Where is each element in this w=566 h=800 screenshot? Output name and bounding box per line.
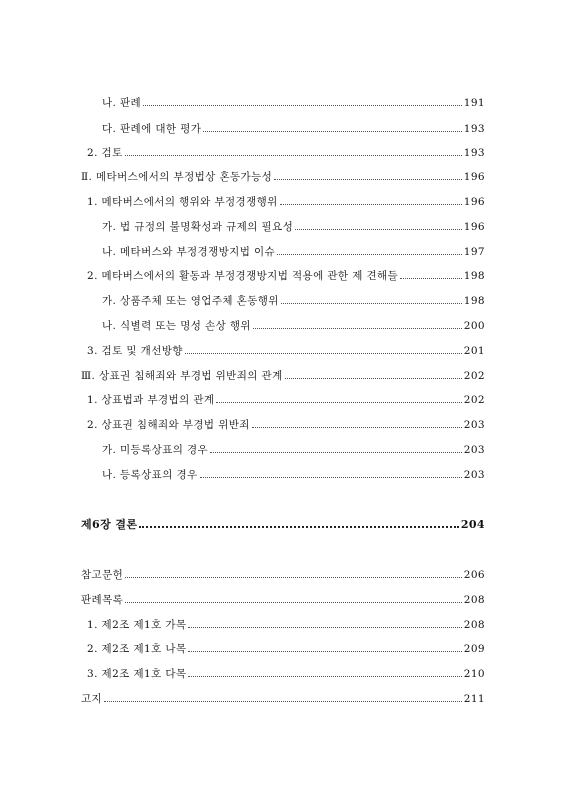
toc-entry-title: 나. 메타버스와 부정경쟁방지법 이슈 <box>102 246 276 258</box>
toc-entry-page-number: 191 <box>463 97 485 109</box>
toc-entry-title: 판례목록 <box>81 594 124 606</box>
toc-entry-title: 2. 메타버스에서의 활동과 부정경쟁방지법 적용에 관한 제 견해들 <box>87 270 399 282</box>
toc-entry-page-number: 196 <box>463 171 485 183</box>
dot-leader <box>188 626 461 628</box>
toc-entry[interactable] <box>81 589 485 607</box>
toc-entry-page-number: 203 <box>463 419 485 431</box>
toc-entry-title: 3. 제2조 제1호 다목 <box>87 668 187 680</box>
toc-entry[interactable] <box>87 340 485 358</box>
toc-entry[interactable] <box>81 365 485 383</box>
toc-entry[interactable] <box>102 118 485 136</box>
dot-leader <box>400 277 462 279</box>
toc-entry-page-number: 193 <box>463 123 485 135</box>
toc-entry-page-number: 208 <box>463 594 485 606</box>
toc-entry-page-number: 197 <box>463 246 485 258</box>
toc-entry-page-number: 200 <box>463 320 485 332</box>
toc-entry-title: 가. 상품주체 또는 영업주체 혼동행위 <box>102 295 279 307</box>
dot-leader <box>139 525 458 528</box>
toc-entry-title: 나. 등록상표의 경우 <box>102 469 198 481</box>
dot-leader <box>252 426 462 428</box>
toc-entry[interactable] <box>87 614 485 632</box>
dot-leader <box>285 377 462 379</box>
dot-leader <box>104 700 462 702</box>
toc-entry-title: 고지 <box>81 693 103 705</box>
dot-leader <box>125 601 462 603</box>
dot-leader <box>200 476 462 478</box>
toc-entry-page-number: 201 <box>463 345 485 357</box>
dot-leader <box>281 302 462 304</box>
dot-leader <box>125 576 462 578</box>
toc-entry[interactable] <box>81 688 485 706</box>
toc-entry-page-number: 210 <box>463 668 485 680</box>
toc-entry-title: Ⅱ. 메타버스에서의 부정법상 혼동가능성 <box>81 171 273 183</box>
toc-entry[interactable] <box>102 92 485 110</box>
dot-leader <box>210 451 462 453</box>
toc-entry[interactable] <box>87 389 485 407</box>
toc-entry-page-number: 202 <box>463 370 485 382</box>
toc-entry[interactable] <box>102 290 485 308</box>
toc-entry-page-number: 193 <box>463 147 485 159</box>
toc-entry-page-number: 209 <box>463 643 485 655</box>
toc-entry[interactable] <box>87 191 485 209</box>
dot-leader <box>253 327 462 329</box>
toc-entry-title: 2. 검토 <box>87 147 123 159</box>
toc-entry-title: 제6장 결론 <box>81 518 138 531</box>
toc-entry-title: 1. 메타버스에서의 행위와 부정경쟁행위 <box>87 196 278 208</box>
toc-entry-page-number: 198 <box>463 295 485 307</box>
toc-entry[interactable] <box>81 564 485 582</box>
toc-entry-title: 다. 판례에 대한 평가 <box>102 123 202 135</box>
toc-entry[interactable] <box>102 439 485 457</box>
dot-leader <box>280 203 462 205</box>
dot-leader <box>188 675 461 677</box>
toc-entry[interactable] <box>81 166 485 184</box>
dot-leader <box>143 104 462 106</box>
toc-entry-title: 1. 제2조 제1호 가목 <box>87 619 187 631</box>
dot-leader <box>185 352 462 354</box>
toc-entry-page-number: 202 <box>463 394 485 406</box>
toc-entry[interactable] <box>102 464 485 482</box>
dot-leader <box>216 401 461 403</box>
toc-entry[interactable] <box>87 142 485 160</box>
toc-entry[interactable] <box>87 638 485 656</box>
toc-entry-page-number: 198 <box>463 270 485 282</box>
toc-entry[interactable] <box>102 216 485 234</box>
toc-entry-title: Ⅲ. 상표권 침해죄와 부경법 위반죄의 관계 <box>81 370 283 382</box>
toc-entry[interactable] <box>87 663 485 681</box>
toc-entry[interactable] <box>87 265 485 283</box>
toc-entry-page-number: 208 <box>463 619 485 631</box>
dot-leader <box>125 154 462 156</box>
toc-entry-title: 나. 판례 <box>102 97 142 109</box>
toc-entry-title: 가. 법 규정의 불명확성과 규제의 필요성 <box>102 221 294 233</box>
dot-leader <box>274 178 462 180</box>
toc-entry-title: 3. 검토 및 개선방향 <box>87 345 183 357</box>
toc-entry-page-number: 196 <box>463 196 485 208</box>
toc-entry-title: 1. 상표법과 부경법의 관계 <box>87 394 215 406</box>
dot-leader <box>203 130 461 132</box>
toc-entry-page-number: 203 <box>463 444 485 456</box>
toc-entry-page-number: 206 <box>463 569 485 581</box>
toc-entry-page-number: 203 <box>463 469 485 481</box>
toc-entry-title: 가. 미등록상표의 경우 <box>102 444 209 456</box>
toc-entry-title: 2. 상표권 침해죄와 부경법 위반죄 <box>87 419 250 431</box>
toc-entry[interactable] <box>102 241 485 259</box>
toc-entry-page-number: 211 <box>463 693 485 705</box>
dot-leader <box>295 228 462 230</box>
toc-entry-page-number: 196 <box>463 221 485 233</box>
toc-entry[interactable] <box>81 514 485 532</box>
toc-entry[interactable] <box>102 315 485 333</box>
toc-entry-page-number: 204 <box>460 518 485 531</box>
toc-entry[interactable] <box>87 414 485 432</box>
dot-leader <box>188 650 461 652</box>
dot-leader <box>277 253 462 255</box>
toc-entry-title: 나. 식별력 또는 명성 손상 행위 <box>102 320 251 332</box>
toc-entry-title: 2. 제2조 제1호 나목 <box>87 643 187 655</box>
toc-entry-title: 참고문헌 <box>81 569 124 581</box>
